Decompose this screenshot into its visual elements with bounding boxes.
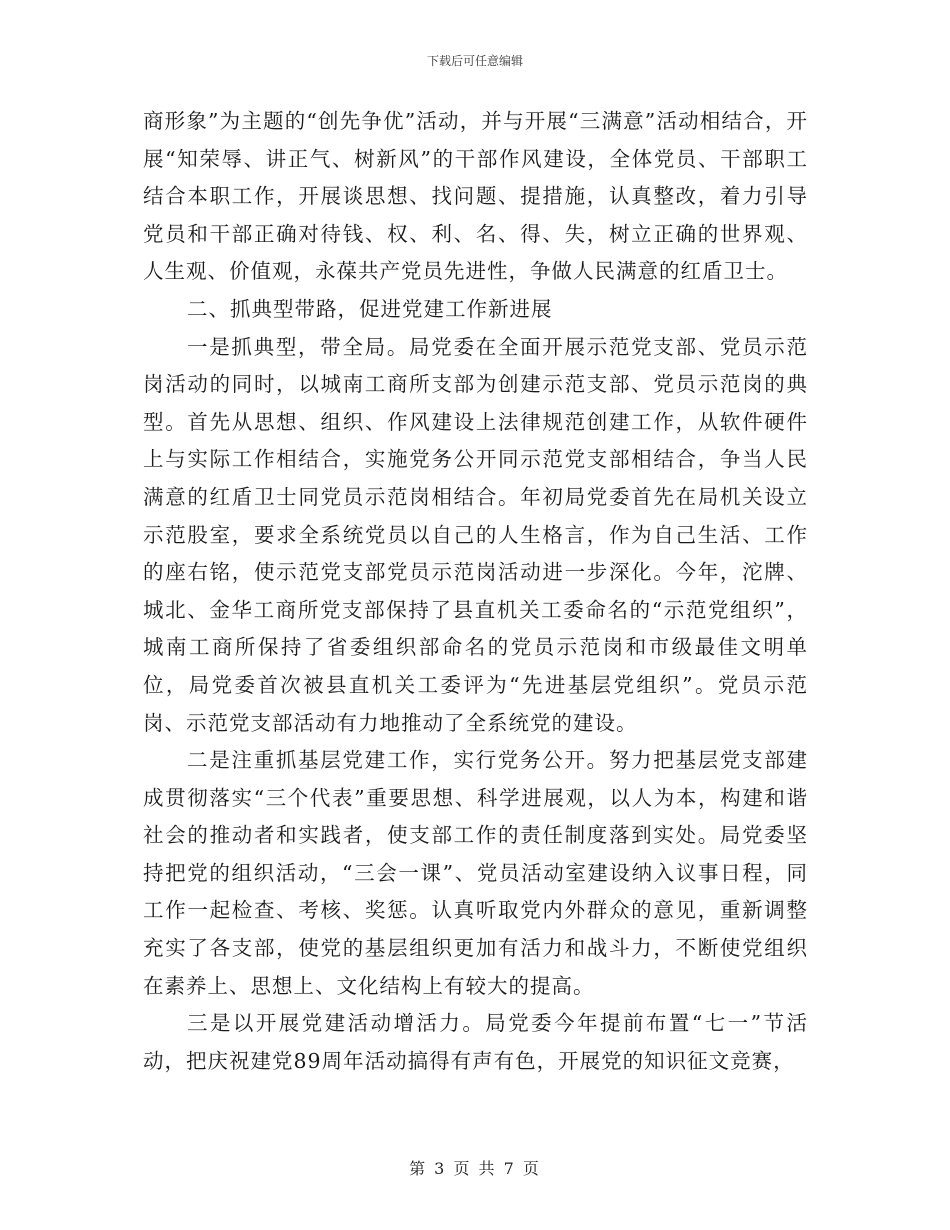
paragraph-item-1: 一是抓典型，带全局。局党委在全面开展示范党支部、党员示范岗活动的同时，以城南工商所支部为创建示范支部、党员示范岗的典型。首先从思想、组织、作风建设上法律规范创建工作，从软件硬件上与实际工作相结合，实施党务公开同示范党支部相结合，争当人民满意的红盾卫士同党员示范岗相结合。年初局党委首先在局机关设立示范股室，要求全系统党员以自己的人生格言，作为自己生活、工作的座右铭，使示范党支部党员示范岗活动进一步深化。今年，沱牌、城北、金华工商所党支部保持了县直机关工委命名的“示范党组织”，城南工商所保持了省委组织部命名的党员示范岗和市级最佳文明单位，局党委首次被县直机关工委评为“先进基层党组织”。党员示范岗、示范党支部活动有力地推动了全系统党的建设。	[143, 334, 808, 735]
paragraph-item-3: 三是以开展党建活动增活力。局党委今年提前布置“七一”节活动，把庆祝建党89周年活动搞得有声有色，开展党的知识征文竞赛，	[143, 1011, 808, 1073]
paragraph-continuation: 商形象”为主题的“创先争优”活动，并与开展“三满意”活动相结合，开展“知荣辱、讲正气、树新风”的干部作风建设，全体党员、干部职工结合本职工作，开展谈思想、找问题、提措施，认真整改，着力引导党员和干部正确对待钱、权、利、名、得、失，树立正确的世界观、人生观、价值观，永葆共产党员先进性，争做人民满意的红盾卫士。	[143, 109, 808, 284]
section-heading: 二、抓典型带路，促进党建工作新进展	[187, 296, 553, 321]
page-number-footer: 第 3 页 共 7 页	[409, 1159, 541, 1178]
paragraph-item-2: 二是注重抓基层党建工作，实行党务公开。努力把基层党支部建成贯彻落实“三个代表”重要思想、科学进展观，以人为本，构建和谐社会的推动者和实践者，使支部工作的责任制度落到实处。局党委坚持把党的组织活动，“三会一课”、党员活动室建设纳入议事日程，同工作一起检查、考核、奖惩。认真听取党内外群众的意见，重新调整充实了各支部，使党的基层组织更加有活力和战斗力，不断使党组织在素养上、思想上、文化结构上有较大的提高。	[143, 748, 808, 998]
document-body	[143, 103, 808, 1080]
page-header-note: 下载后可任意编辑	[426, 54, 523, 68]
